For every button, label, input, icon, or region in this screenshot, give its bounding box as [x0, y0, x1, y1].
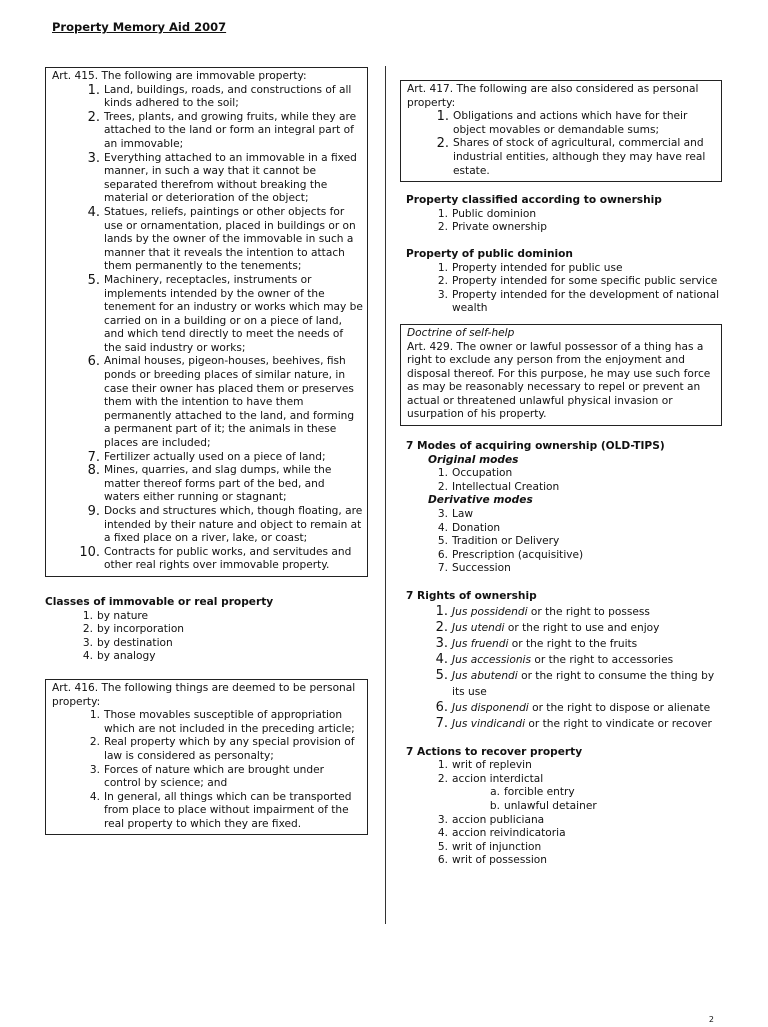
list-number: 1. [437, 759, 448, 772]
list-item [406, 668, 722, 700]
column-divider [385, 66, 386, 924]
list-text: Land, buildings, roads, and constructions of all kinds adhered to the soil; [104, 83, 352, 110]
list-item [406, 814, 722, 828]
latin-term: Jus abutendi [452, 669, 518, 682]
latin-term: Jus disponendi [452, 701, 529, 714]
list-text: Occupation [452, 467, 513, 480]
list-text: Tradition or Delivery [452, 535, 560, 548]
original-modes-list [406, 467, 722, 494]
list-item [45, 610, 368, 624]
list-text: Property intended for some specific public service [452, 275, 718, 288]
list-number: 4. [87, 204, 100, 220]
latin-term: Jus utendi [452, 621, 505, 634]
list-text: Mines, quarries, and slag dumps, while the matter thereof forms part of the bed, and waters either running or stagnant; [104, 464, 332, 504]
list-item [406, 508, 722, 522]
list-item [52, 709, 363, 736]
list-item [52, 764, 363, 791]
list-text: Statues, reliefs, paintings or other objects for use or ornamentation, placed in buildings or on lands by the owner of the immovable in such a manner that it reveals the intention to attach them permanently to the tenements; [104, 205, 356, 273]
list-text: Obligations and actions which have for their object movables or demandable sums; [453, 110, 688, 136]
right-column [400, 80, 722, 868]
list-number: 4. [435, 651, 448, 667]
list-text: Succession [452, 562, 511, 575]
list-number: 2. [437, 275, 448, 288]
art-415-intro: Art. 415. The following are immovable property: [52, 70, 307, 82]
list-number: 9. [87, 504, 100, 519]
list-item [407, 137, 717, 178]
list-item [406, 481, 722, 495]
list-item [406, 535, 722, 549]
list-item [45, 623, 368, 637]
actions-heading: 7 Actions to recover property [406, 745, 583, 758]
list-text: forcible entry [504, 786, 575, 799]
list-item [52, 546, 363, 573]
list-item [52, 355, 363, 450]
ownership-class-section [400, 194, 722, 235]
list-text: Contracts for public works, and servitudes and other real rights over immovable property. [104, 545, 352, 572]
list-item [406, 827, 722, 841]
list-number: 3. [89, 763, 100, 776]
list-number: 2. [87, 109, 100, 125]
list-text: accion publiciana [452, 813, 545, 826]
list-text: Animal houses, pigeon-houses, beehives, fish ponds or breeding places of similar nature, in case their owner has placed them or preserves them with the intention to have them permanently attached to the land, and forming a permanent part of it; the animals in these places are included; [104, 355, 355, 450]
list-text: by nature [97, 609, 149, 622]
list-item [406, 522, 722, 536]
art-417-list [407, 110, 717, 178]
self-help-text: Art. 429. The owner or lawful possessor of a thing has a right to exclude any person from the enjoyment and disposal thereof. For this purpose, he may use such force as may be reasonably necessary to repel or prevent an actual or threatened unlawful physical invasion or usurpation of his property. [407, 340, 711, 421]
public-dominion-list [406, 262, 722, 316]
list-text: writ of injunction [452, 840, 542, 853]
list-number: 1. [82, 609, 93, 622]
list-item [406, 652, 722, 668]
list-item [52, 505, 363, 546]
latin-term: Jus accessionis [452, 653, 532, 666]
list-text: Machinery, receptacles, instruments or implements intended by the owner of the tenement for an industry or works which may be carried on in a building or on a piece of land, and which tend directly to meet the needs of the said industry or works; [104, 273, 363, 354]
list-item [406, 773, 722, 787]
list-number: 3. [435, 635, 448, 651]
page-number: 2 [708, 1015, 714, 1024]
list-text: Shares of stock of agricultural, commercial and industrial entities, although they may have real estate. [453, 137, 706, 177]
art-416-box [45, 679, 368, 836]
list-text: by incorporation [97, 623, 185, 636]
list-number: 6. [437, 548, 448, 561]
list-text: Forces of nature which are brought under control by science; and [104, 763, 324, 790]
list-item [52, 206, 363, 274]
list-number: 2. [437, 772, 448, 785]
document-title: Property Memory Aid 2007 [52, 20, 227, 34]
list-number: 3. [87, 150, 100, 166]
actions-sub-list [406, 786, 722, 813]
list-text: Docks and structures which, though floating, are intended by their nature and object to remain at a fixed place on a river, lake, or coast; [104, 505, 363, 545]
left-column [45, 67, 368, 835]
list-text: Prescription (acquisitive) [452, 548, 584, 561]
list-text: Real property which by any special provision of law is considered as personalty; [104, 736, 355, 762]
rights-heading: 7 Rights of ownership [406, 590, 537, 602]
list-text: by destination [97, 636, 173, 649]
list-item [52, 111, 363, 152]
list-text: unlawful detainer [504, 799, 597, 812]
list-number: 6. [435, 699, 448, 715]
list-number: 4. [89, 790, 100, 803]
list-item [406, 262, 722, 276]
latin-term: Jus vindicandi [452, 717, 526, 730]
list-text: Property intended for the development of national wealth [452, 288, 720, 315]
list-text: Fertilizer actually used on a piece of land; [104, 450, 326, 463]
list-number: 6. [437, 854, 448, 867]
list-text: Those movables susceptible of appropriation which are not included in the preceding article; [104, 709, 355, 735]
list-number: 5. [435, 667, 448, 683]
original-modes-label: Original modes [428, 453, 519, 466]
list-number: 1. [437, 467, 448, 480]
list-item [52, 791, 363, 832]
list-text: Intellectual Creation [452, 480, 560, 493]
list-item [406, 221, 722, 235]
list-number: 2. [437, 480, 448, 493]
list-number: 2. [436, 136, 449, 152]
list-number: 1. [437, 207, 448, 220]
list-number: 7. [437, 562, 448, 575]
list-number: 2. [435, 619, 448, 635]
list-item [45, 637, 368, 651]
list-item [406, 759, 722, 773]
list-text: or the right to accessories [531, 653, 674, 666]
list-item [406, 716, 722, 732]
list-number: 10. [79, 544, 100, 560]
list-number: 1. [89, 709, 100, 722]
list-number: 2. [82, 623, 93, 636]
list-number: 1. [437, 261, 448, 274]
derivative-modes-label: Derivative modes [428, 494, 533, 507]
list-item [407, 110, 717, 137]
list-number: 3. [437, 813, 448, 826]
list-text: or the right to vindicate or recover [525, 717, 712, 730]
list-number: b. [489, 799, 500, 812]
rights-section [400, 590, 722, 732]
list-item [406, 275, 722, 289]
actions-rest-list [406, 814, 722, 868]
list-text: In general, all things which can be transported from place to place without impairment of the real property to which they are fixed. [104, 790, 352, 830]
list-text: writ of possession [452, 854, 548, 867]
classes-heading: Classes of immovable or real property [45, 595, 274, 608]
list-item [406, 604, 722, 620]
list-number: 1. [436, 109, 449, 125]
list-text: accion reivindicatoria [452, 827, 566, 840]
latin-term: Jus possidendi [452, 605, 528, 618]
classes-section [45, 596, 368, 664]
list-number: 4. [437, 521, 448, 534]
public-dominion-section [400, 248, 722, 316]
list-item [406, 786, 722, 800]
public-dominion-heading: Property of public dominion [406, 247, 573, 260]
list-number: 4. [82, 650, 93, 663]
list-text: or the right to use and enjoy [504, 621, 660, 634]
self-help-label: Doctrine of self-help [407, 326, 515, 339]
art-415-list [52, 84, 363, 573]
art-416-intro: Art. 416. The following things are deemed to be personal property: [52, 681, 356, 708]
list-number: 7. [435, 715, 448, 731]
self-help-box [400, 324, 722, 426]
list-text: accion interdictal [452, 772, 544, 785]
list-item [406, 208, 722, 222]
latin-term: Jus fruendi [452, 637, 509, 650]
modes-section [400, 440, 722, 576]
art-417-intro: Art. 417. The following are also considered as personal property: [407, 83, 699, 109]
list-item [45, 650, 368, 664]
list-item [52, 451, 363, 465]
list-item [52, 736, 363, 763]
list-item [406, 620, 722, 636]
list-text: Public dominion [452, 207, 537, 220]
ownership-class-heading: Property classified according to ownership [406, 194, 662, 207]
list-text: Donation [452, 521, 501, 534]
list-text: Private ownership [452, 221, 547, 234]
list-text: Law [452, 508, 474, 521]
list-item [406, 467, 722, 481]
list-item [52, 464, 363, 505]
ownership-class-list [406, 208, 722, 235]
list-text: Property intended for public use [452, 261, 623, 274]
list-item [406, 700, 722, 716]
list-text: or the right to dispose or alienate [528, 701, 711, 714]
list-number: 1. [87, 82, 100, 98]
list-number: 3. [437, 508, 448, 521]
actions-section [400, 746, 722, 868]
list-item [406, 636, 722, 652]
list-number: 4. [437, 827, 448, 840]
list-text: or the right to the fruits [508, 637, 638, 650]
list-number: 2. [437, 221, 448, 234]
list-number: 5. [437, 840, 448, 853]
list-number: 7. [87, 449, 100, 465]
derivative-modes-list [406, 508, 722, 576]
list-number: 5. [87, 272, 100, 288]
list-item [406, 841, 722, 855]
list-text: writ of replevin [452, 759, 532, 772]
list-number: a. [490, 786, 500, 799]
list-number: 8. [87, 463, 100, 479]
list-number: 1. [435, 603, 448, 619]
list-item [406, 800, 722, 814]
list-number: 3. [437, 288, 448, 301]
list-number: 6. [87, 354, 100, 370]
art-417-box [400, 80, 722, 182]
list-item [52, 152, 363, 206]
list-item [406, 549, 722, 563]
list-number: 5. [437, 535, 448, 548]
list-text: by analogy [97, 650, 156, 663]
list-text: or the right to consume the thing by its use [452, 669, 715, 698]
actions-list [406, 759, 722, 786]
list-item [52, 274, 363, 356]
list-number: 3. [82, 636, 93, 649]
list-text: Everything attached to an immovable in a fixed manner, in such a way that it cannot be separated therefrom without breaking the material or deterioration of the object; [104, 151, 357, 205]
list-item [406, 854, 722, 868]
art-416-list [52, 709, 363, 831]
list-text: Trees, plants, and growing fruits, while they are attached to the land or form an integral part of an immovable; [104, 110, 357, 150]
art-415-box [45, 67, 368, 577]
list-number: 2. [89, 736, 100, 749]
list-item [406, 562, 722, 576]
modes-heading: 7 Modes of acquiring ownership (OLD-TIPS) [406, 440, 665, 453]
list-item [406, 289, 722, 316]
list-item [52, 84, 363, 111]
list-text: or the right to possess [527, 605, 650, 618]
classes-list [45, 610, 368, 664]
rights-list [406, 604, 722, 732]
